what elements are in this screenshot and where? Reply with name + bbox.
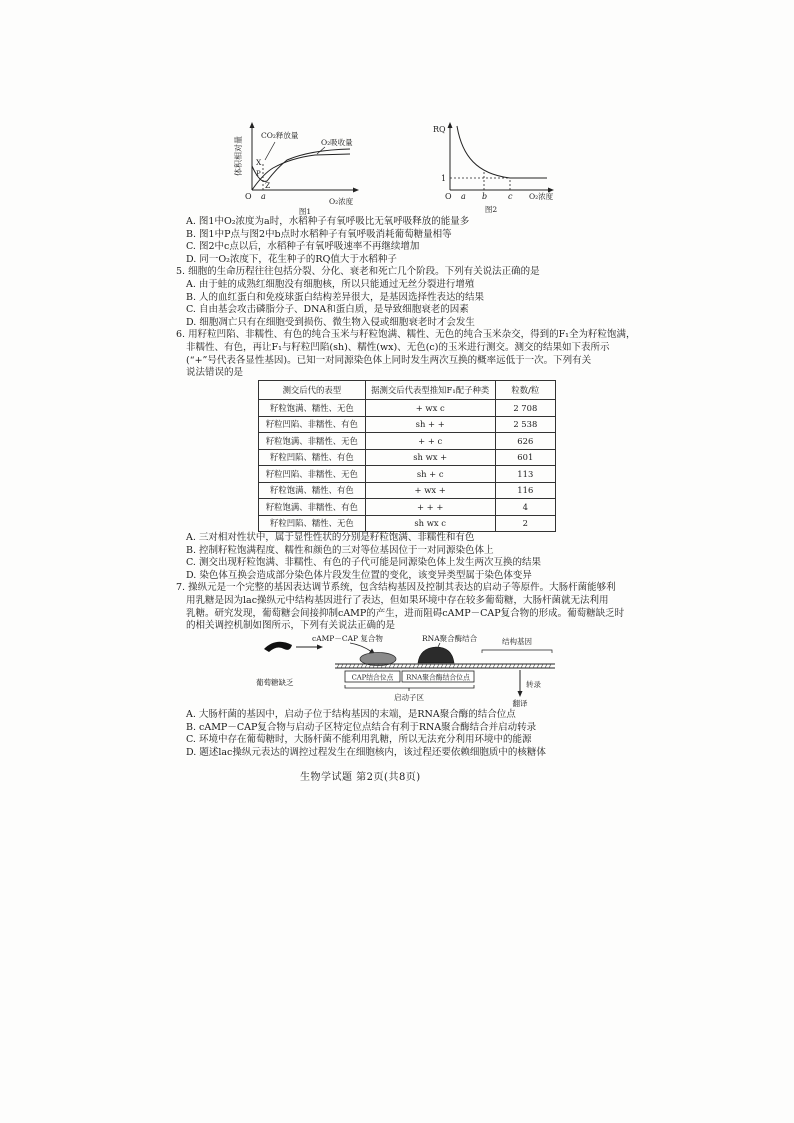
cell-phenotype: 籽粒凹陷、非糯性、有色 [259,416,366,433]
cell-gametes: sh wx + [365,449,495,466]
q6-testcross-table [258,380,556,532]
table-row [259,482,556,499]
fig2-origin: O [445,192,452,201]
structural-gene-label: 结构基因 [502,637,532,646]
fig1-tick-a: a [261,192,266,201]
cell-gametes: sh + c [365,466,495,483]
cell-gametes: + wx + [365,482,495,499]
polymerase-label: RNA聚合酶结合 [422,634,478,643]
q4-option-a: A. 图1中O₂浓度为a时，水稻种子有氧呼吸比无氧呼吸释放的能量多 [186,216,470,227]
table-row [259,466,556,483]
promoter-label: 启动子区 [394,693,424,702]
fig2-tick-c: c [508,192,513,201]
fig1-caption: 图1 [298,207,312,216]
complex-arrow [350,643,372,652]
lac-operon-diagram [250,633,570,709]
transcription-label: 转录 [526,680,541,689]
structural-gene-bracket [482,650,552,653]
table-row [259,515,556,532]
cell-phenotype: 籽粒饱满、非糯性、有色 [259,499,366,516]
fig1-y-label: 体积相对量 [234,136,243,176]
table-row [259,449,556,466]
q7-option-b: B. cAMP－CAP复合物与启动子区特定位点结合有利于RNA聚合酶结合并启动转录 [186,721,537,733]
cell-gametes: sh + + [365,416,495,433]
cell-gametes: + + + [365,499,495,516]
page-footer: 生物学试题 第2页(共8页) [300,772,421,783]
cell-count: 2 538 [495,416,555,433]
cell-phenotype: 籽粒凹陷、糯性、有色 [259,449,366,466]
cell-count: 2 [495,515,555,532]
fig1-point-x: X [256,158,262,167]
section-q6-options-q7-stem [176,532,628,633]
cap-site-label: CAP结合位点 [351,673,394,682]
figure-1 [225,118,375,218]
table-header-row [259,381,556,400]
cell-count: 113 [495,466,555,483]
q6-option-d: D. 染色体互换会造成部分染色体片段发生位置的变化，该变异类型属于染色体变异 [186,569,532,581]
cell-phenotype: 籽粒凹陷、非糯性、无色 [259,466,366,483]
q5-option-c: C. 自由基会攻击磷脂分子、DNA和蛋白质，是导致细胞衰老的因素 [186,304,469,316]
q7-option-a: A. 大肠杆菌的基因中，启动子位于结构基因的末端，是RNA聚合酶的结合位点 [186,709,516,720]
fig1-point-p: P [256,170,261,178]
fig2-caption: 图2 [484,205,498,214]
fig1-point-z: Z [265,181,271,190]
rnap-site-label: RNA聚合酶结合位点 [406,673,470,682]
section-q7-options [176,709,628,759]
q5-option-b: B. 人的血红蛋白和免疫球蛋白结构差异很大，是基因选择性表达的结果 [186,291,485,303]
fig1-co2-leader [265,142,275,160]
glucose-lack-label: 葡萄糖缺乏 [256,678,294,687]
q5-option-a: A. 由于蛙的成熟红细胞没有细胞核，所以只能通过无丝分裂进行增殖 [186,278,475,290]
figure-2 [425,118,565,218]
fig2-y-label: RQ [433,125,446,134]
cell-gametes: sh wx c [365,515,495,532]
fig1-origin: O [245,192,252,201]
fig1-o2-label: O₂吸收量 [321,138,353,147]
fig2-tick-b: b [482,192,488,201]
q7-stem-line: 7. 操纵元是一个完整的基因表达调节系统，包含结构基因及控制其表达的启动子等原件。大肠杆菌能够利 [176,582,616,594]
polymerase-arrow [438,643,440,647]
q6-option-c: C. 测交出现籽粒饱满、非糯性、有色的子代可能是同源染色体上发生两次互换的结果 [186,557,541,569]
fig1-x-arrow [353,188,359,193]
cell-count: 601 [495,449,555,466]
fig2-tick-1: 1 [441,174,447,183]
table-row [259,416,556,433]
q7-stem-line: 用乳糖是因为lac操纵元中结构基因进行了表达，但如果环境中存在较多葡萄糖，大肠杆菌就无法利用 [186,594,609,606]
q6-stem-line: 非糯性、有色，再让F₁与籽粒凹陷(sh)、糯性(wx)、无色(c)的玉米进行测交。测交的结果如下表所示 [186,341,610,353]
cell-count: 626 [495,433,555,450]
q4-option-c: C. 图2中c点以后，水稻种子有氧呼吸速率不再继续增加 [186,241,420,253]
promoter-bracket [345,685,474,691]
fig1-x-label: O₂浓度 [329,197,354,206]
fig1-y-arrow [250,122,255,128]
cell-gametes: + + c [365,433,495,450]
cell-phenotype: 籽粒凹陷、糯性、无色 [259,515,366,532]
q6-stem-line: (“+”号代表各显性基因)。已知一对同源染色体上同时发生两次互换的概率远低于一次。下列有关 [186,354,592,366]
header-count: 粒数/粒 [495,381,555,400]
complex-label: cAMP－CAP 复合物 [312,634,383,643]
fig1-co2-curve [252,149,350,181]
q7-stem-line: 乳糖。研究发现，葡萄糖会间接抑制cAMP的产生，进而阻碍cAMP－CAP复合物的形成。葡萄糖缺乏时 [186,607,625,619]
fig2-x-label: O₂浓度 [529,192,554,201]
table-row [259,433,556,450]
q4-option-b: B. 图1中P点与图2中b点时水稻种子有氧呼吸消耗葡萄糖量相等 [186,228,452,240]
q7-option-d: D. 题述lac操纵元表达的调控过程发生在细胞核内，该过程还要依赖细胞质中的核糖体 [186,746,546,758]
cell-phenotype: 籽粒饱满、糯性、有色 [259,482,366,499]
q5-stem: 5. 细胞的生命历程往往包括分裂、分化、衰老和死亡几个阶段。下列有关说法正确的是 [176,266,540,278]
q5-option-d: D. 细胞凋亡只有在细胞受到损伤、微生物入侵或细胞衰老时才会发生 [186,316,475,328]
header-phenotype: 测交后代的表型 [259,381,366,400]
cell-count: 2 708 [495,400,555,417]
q4-option-d: D. 同一O₂浓度下，花生种子的RQ值大于水稻种子 [186,253,397,265]
fig2-tick-a: a [461,192,466,201]
arrow-head [317,645,323,650]
fig1-co2-label: CO₂释放量 [261,131,299,140]
fig2-rq-curve [457,126,547,178]
q7-stem-line: 的相关调控机制如图所示，下列有关说法正确的是 [186,620,396,632]
arrow-head [518,691,523,697]
table-row [259,499,556,516]
q6-stem-line: 6. 用籽粒凹陷、非糯性、有色的纯合玉米与籽粒饱满、糯性、无色的纯合玉米杂交，得到的F₁全为籽粒饱满， [176,329,636,341]
q7-option-c: C. 环境中存在葡萄糖时，大肠杆菌不能利用乳糖，所以无法充分利用环境中的能源 [186,734,532,746]
q6-option-a: A. 三对相对性状中，属于显性性状的分别是籽粒饱满、非糯性和有色 [186,532,475,543]
cell-phenotype: 籽粒饱满、非糯性、无色 [259,433,366,450]
section-q4-q6 [176,216,636,380]
translation-label: 翻译 [512,699,528,708]
header-gametes: 据测交后代表型推知F₁配子种类 [365,381,495,400]
cell-phenotype: 籽粒饱满、糯性、无色 [259,400,366,417]
cell-count: 116 [495,482,555,499]
rna-polymerase-icon [418,647,454,663]
table-row [259,400,556,417]
camp-molecule-icon [264,642,292,652]
q6-option-b: B. 控制籽粒饱满程度、糯性和颜色的三对等位基因位于一对同源染色体上 [186,544,494,556]
cell-count: 4 [495,499,555,516]
q6-stem-line: 说法错误的是 [186,367,244,379]
cell-gametes: + wx c [365,400,495,417]
fig2-y-arrow [448,122,453,128]
